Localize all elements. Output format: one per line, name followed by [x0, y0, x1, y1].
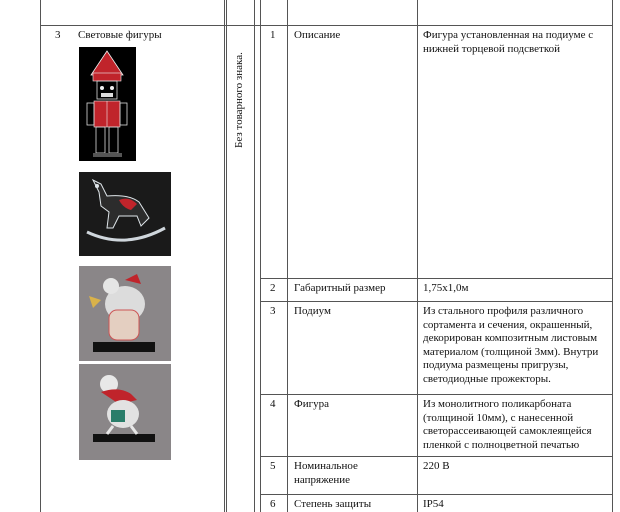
trademark-label: Без товарного знака. — [233, 52, 245, 148]
col-line — [287, 25, 288, 512]
spec-value: 220 В — [423, 460, 450, 472]
spec-param: Габаритный размер — [294, 282, 386, 294]
row-line — [260, 494, 613, 495]
mouse-figure-image — [79, 266, 171, 361]
spec-num: 1 — [270, 29, 276, 41]
row-line — [260, 456, 613, 457]
spec-value: IP54 — [423, 498, 444, 510]
spec-param: Фигура — [294, 398, 329, 410]
row-line — [260, 301, 613, 302]
col-line — [40, 0, 41, 512]
col-line — [417, 0, 418, 512]
rocking-horse-figure-image — [79, 172, 171, 256]
bear-figure-image — [79, 364, 171, 460]
spec-param: Подиум — [294, 305, 331, 317]
row-line — [260, 278, 613, 279]
spec-value: Из стального профиля различного сортамента и сечения, окрашенный, декорирован композитным листовым материалом (толщиной 3мм). Внутри подиума размещены пригрузы, светодиодные прожекторы. — [423, 305, 599, 385]
row-line — [40, 25, 613, 26]
col-line — [224, 0, 225, 512]
nutcracker-figure-image — [79, 47, 136, 161]
trademark-cell — [227, 30, 251, 150]
spec-num: 3 — [270, 305, 276, 317]
col-line — [612, 0, 613, 512]
spec-value: Из монолитного поликарбоната (толщиной 10мм), с нанесенной светорассеивающей самоклеящейся пленкой с полноцветной печатью — [423, 398, 592, 451]
spec-param: Описание — [294, 29, 341, 41]
row-number: 3 — [55, 29, 61, 41]
spec-num: 6 — [270, 498, 276, 510]
spec-value: 1,75х1,0м — [423, 282, 469, 294]
spec-param: Степень защиты — [294, 498, 372, 510]
spec-param: Номинальное напряжение — [294, 460, 358, 486]
spec-num: 4 — [270, 398, 276, 410]
spec-num: 2 — [270, 282, 276, 294]
col-line — [260, 0, 261, 512]
row-line — [260, 394, 613, 395]
spec-num: 5 — [270, 460, 276, 472]
spec-value: Фигура установленная на подиуме с нижней торцевой подсветкой — [423, 29, 594, 55]
col-line — [287, 0, 288, 25]
col-line — [254, 0, 255, 512]
product-name: Световые фигуры — [78, 29, 162, 41]
